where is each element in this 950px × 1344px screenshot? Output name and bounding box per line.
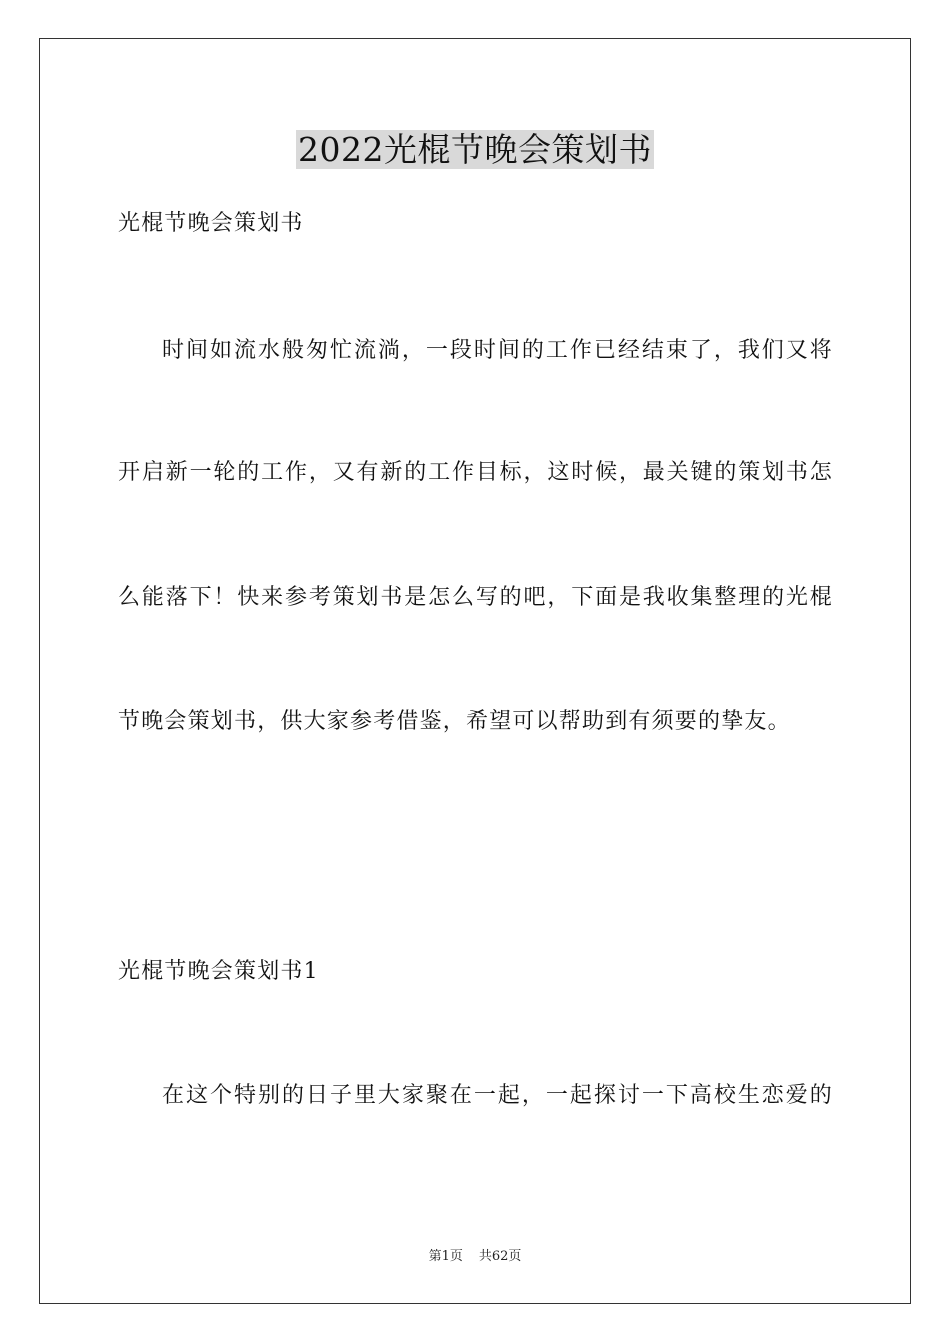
page-total: 共62页: [478, 1249, 522, 1264]
page-footer: [0, 1248, 950, 1266]
paragraph-line: 开启新一轮的工作，又有新的工作目标，这时候，最关键的策划书怎: [118, 460, 833, 485]
section-heading: 光棍节晚会策划书1: [118, 959, 319, 984]
page-number: 第1页: [428, 1249, 463, 1264]
paragraph-line: 节晚会策划书，供大家参考借鉴，希望可以帮助到有须要的挚友。: [118, 709, 791, 734]
paragraph-line: 时间如流水般匆忙流淌，一段时间的工作已经结束了，我们又将: [162, 338, 833, 363]
document-title-text: 2022光棍节晚会策划书: [298, 130, 652, 169]
document-title: [0, 128, 950, 172]
paragraph-line: 么能落下！快来参考策划书是怎么写的吧，下面是我收集整理的光棍: [118, 585, 833, 610]
paragraph-line: 在这个特别的日子里大家聚在一起，一起探讨一下高校生恋爱的: [162, 1083, 833, 1108]
document-subtitle: 光棍节晚会策划书: [118, 211, 304, 236]
